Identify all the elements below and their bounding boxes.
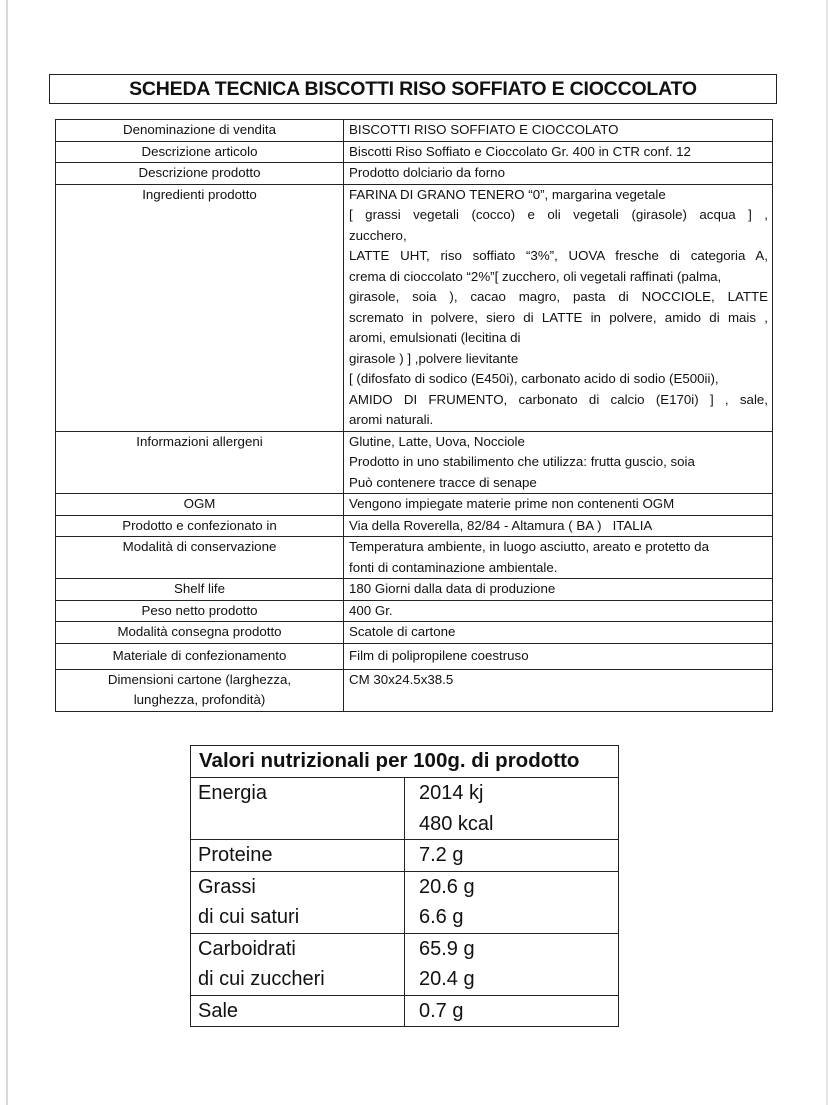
nutrition-label: Energia <box>191 778 405 840</box>
nutrition-label-sub: di cui zuccheri <box>198 968 325 990</box>
nutrition-value <box>405 778 619 840</box>
nutrition-row-energia <box>191 778 619 840</box>
nutrition-label-sub: di cui saturi <box>198 906 300 928</box>
spec-label: Modalità consegna prodotto <box>56 622 344 644</box>
nutrition-label <box>191 933 405 995</box>
nutrition-label-main: Carboidrati <box>198 937 296 960</box>
spec-value: BISCOTTI RISO SOFFIATO E CIOCCOLATO <box>344 120 773 142</box>
spec-label: Materiale di confezionamento <box>56 643 344 669</box>
nutrition-label: Sale <box>191 995 405 1027</box>
spec-label: Ingredienti prodotto <box>56 184 344 431</box>
spec-value-allergens <box>344 431 773 494</box>
spec-label: Descrizione articolo <box>56 141 344 163</box>
nutrition-value-main: 65.9 g <box>419 937 475 960</box>
ingredient-line: aromi naturali. <box>349 412 434 427</box>
nutrition-table <box>190 745 619 1027</box>
nutrition-value: 7.2 g <box>405 840 619 872</box>
spec-label: OGM <box>56 494 344 516</box>
spec-row-allergeni <box>56 431 773 494</box>
storage-line: Temperatura ambiente, in luogo asciutto, areato e protetto da <box>349 539 709 554</box>
nutrition-row-proteine <box>191 840 619 872</box>
energy-kcal: 480 kcal <box>419 812 494 835</box>
document-title: SCHEDA TECNICA BISCOTTI RISO SOFFIATO E CIOCCOLATO <box>49 74 777 104</box>
nutrition-row-grassi <box>191 871 619 933</box>
nutrition-row-sale <box>191 995 619 1027</box>
spec-label: Denominazione di vendita <box>56 120 344 142</box>
nutrition-header-row <box>191 746 619 778</box>
spec-row-dimensioni <box>56 669 773 711</box>
ingredient-line: scremato in polvere, siero di LATTE in polvere, amido di mais , <box>349 309 768 325</box>
ingredient-line: girasole, soia ), cacao magro, pasta di NOCCIOLE, LATTE <box>349 289 768 304</box>
spec-row-consegna <box>56 622 773 644</box>
spec-value: CM 30x24.5x38.5 <box>344 669 773 711</box>
nutrition-value-sub: 6.6 g <box>419 906 464 928</box>
spec-row-materiale <box>56 643 773 669</box>
ingredient-line: zucchero, <box>349 227 407 243</box>
spec-label: Modalità di conservazione <box>56 537 344 579</box>
spec-row-ogm <box>56 494 773 516</box>
allergen-line: Glutine, Latte, Uova, Nocciole <box>349 433 525 449</box>
spec-row-peso-netto <box>56 600 773 622</box>
spec-value: Prodotto dolciario da forno <box>344 163 773 185</box>
ingredient-line: [ grassi vegetali (cocco) e oli vegetali (girasole) acqua ] , <box>349 207 768 222</box>
spec-value: 400 Gr. <box>344 600 773 622</box>
spec-label: Descrizione prodotto <box>56 163 344 185</box>
spec-label-line: lunghezza, profondità) <box>133 692 266 707</box>
spec-label-line: Dimensioni cartone (larghezza, <box>107 671 292 687</box>
spec-label: Informazioni allergeni <box>56 431 344 494</box>
allergen-line: Può contenere tracce di senape <box>349 474 537 490</box>
nutrition-row-carboidrati <box>191 933 619 995</box>
spec-row-descrizione-articolo <box>56 141 773 163</box>
energy-kj: 2014 kj <box>419 782 484 804</box>
nutrition-value: 0.7 g <box>405 995 619 1027</box>
spec-value: Vengono impiegate materie prime non contenenti OGM <box>344 494 773 516</box>
page-left-edge <box>6 0 8 1105</box>
nutrition-value-sub: 20.4 g <box>419 968 475 990</box>
nutrition-value <box>405 933 619 995</box>
spec-value-storage <box>344 537 773 579</box>
ingredient-line: girasole ) ] ,polvere lievitante <box>349 350 519 366</box>
nutrition-value <box>405 871 619 933</box>
spec-value: Via della Roverella, 82/84 - Altamura ( BA ) ITALIA <box>344 515 773 537</box>
spec-value: 180 Giorni dalla data di produzione <box>344 579 773 601</box>
spec-row-conservazione <box>56 537 773 579</box>
nutrition-value-main: 20.6 g <box>419 875 475 898</box>
ingredient-line: crema di cioccolato “2%”[ zucchero, oli vegetali raffinati (palma, <box>349 268 722 284</box>
spec-label: Prodotto e confezionato in <box>56 515 344 537</box>
nutrition-label <box>191 871 405 933</box>
ingredient-line: [ (difosfato di sodico (E450i), carbonato acido di sodio (E500ii), <box>349 371 719 386</box>
ingredient-line: FARINA DI GRANO TENERO “0”, margarina vegetale <box>349 186 666 202</box>
ingredient-line: LATTE UHT, riso soffiato “3%”, UOVA fresche di categoria A, <box>349 248 768 263</box>
spec-value: Scatole di cartone <box>344 622 773 644</box>
spec-value: Biscotti Riso Soffiato e Cioccolato Gr. 400 in CTR conf. 12 <box>344 141 773 163</box>
spec-row-shelf-life <box>56 579 773 601</box>
storage-line: fonti di contaminazione ambientale. <box>349 559 558 575</box>
spec-value: Film di polipropilene coestruso <box>344 643 773 669</box>
ingredient-line: aromi, emulsionati (lecitina di <box>349 330 521 345</box>
nutrition-label: Proteine <box>191 840 405 872</box>
allergen-line: Prodotto in uno stabilimento che utilizza: frutta guscio, soia <box>349 454 695 469</box>
spec-row-descrizione-prodotto <box>56 163 773 185</box>
ingredient-line: AMIDO DI FRUMENTO, carbonato di calcio (E170i) ] , sale, <box>349 391 768 407</box>
spec-label: Shelf life <box>56 579 344 601</box>
nutrition-header: Valori nutrizionali per 100g. di prodotto <box>191 746 619 778</box>
nutrition-label-main: Grassi <box>198 875 256 898</box>
spec-label: Peso netto prodotto <box>56 600 344 622</box>
spec-row-ingredienti <box>56 184 773 431</box>
spec-label-dimensions <box>56 669 344 711</box>
technical-sheet-table <box>55 119 773 712</box>
spec-row-prodotto-in <box>56 515 773 537</box>
spec-row-denominazione <box>56 120 773 142</box>
spec-value-ingredients <box>344 184 773 431</box>
